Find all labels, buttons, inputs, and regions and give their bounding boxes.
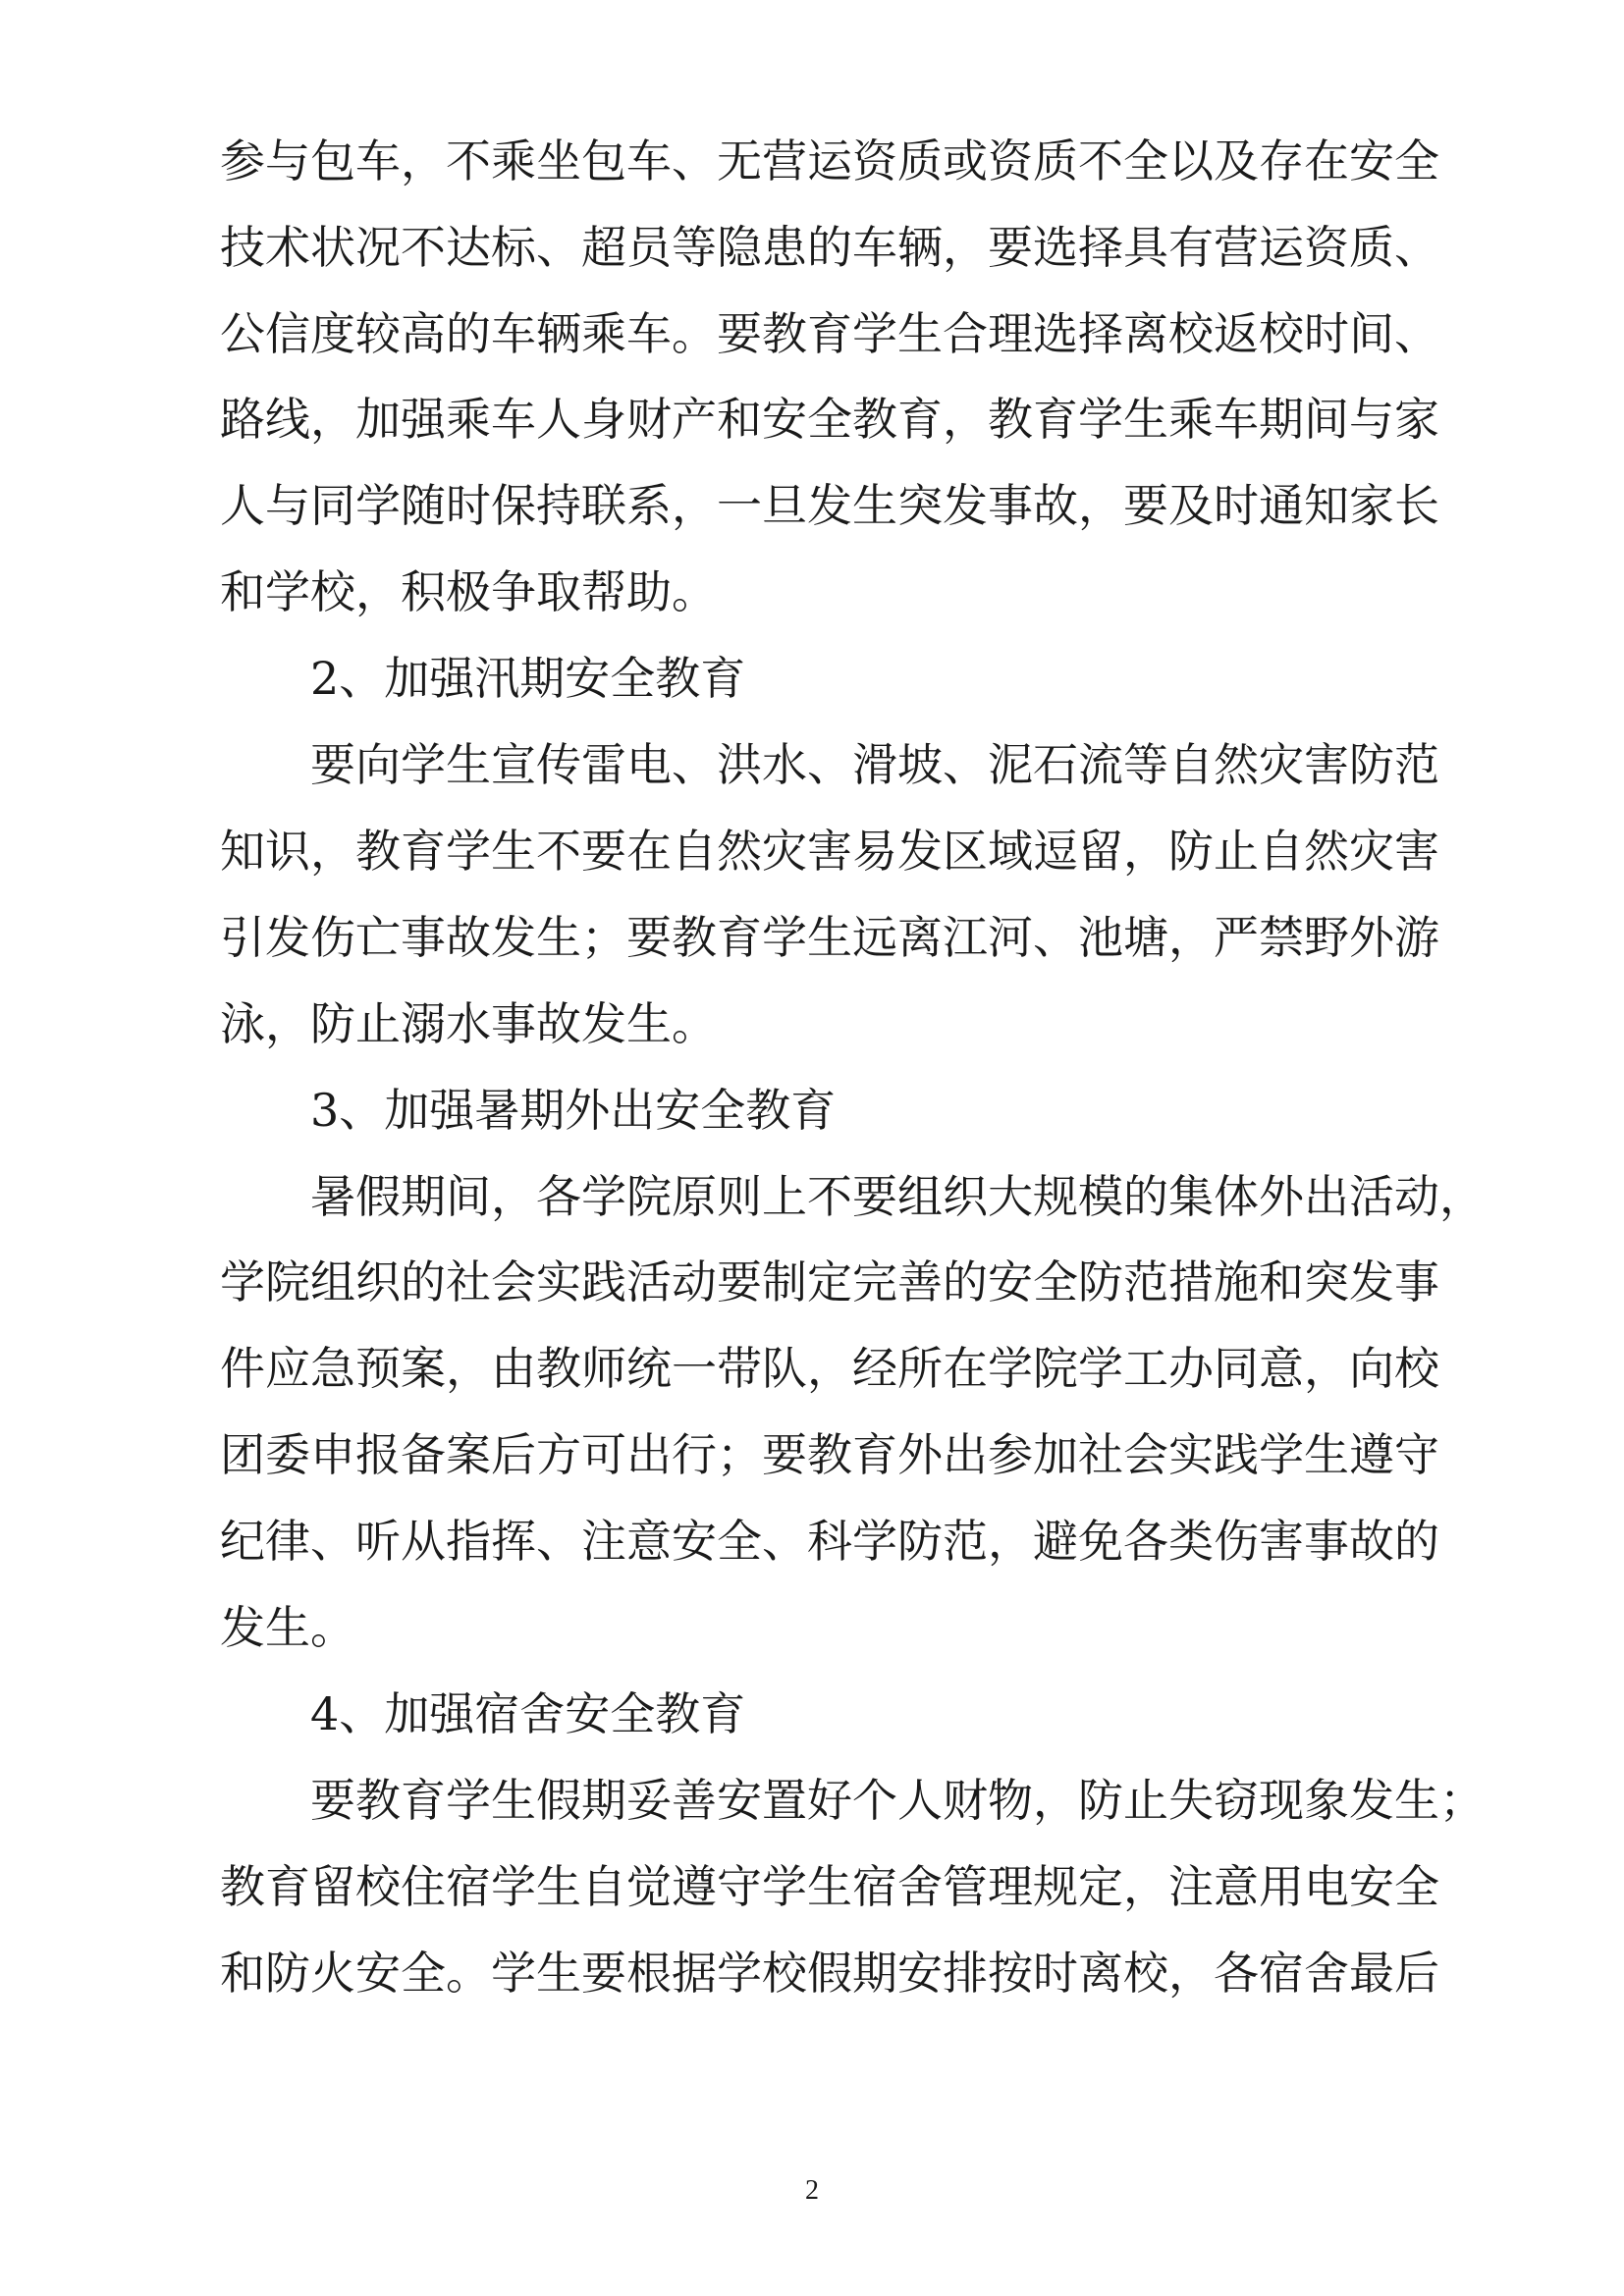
text-line: 教育留校住宿学生自觉遵守学生宿舍管理规定，注意用电安全 [220, 1860, 1439, 1913]
text-line: 和防火安全。学生要根据学校假期安排按时离校，各宿舍最后 [220, 1947, 1439, 2000]
text-line: 泳，防止溺水事故发生。 [220, 997, 717, 1050]
text-line: 纪律、听从指挥、注意安全、科学防范，避免各类伤害事故的 [220, 1515, 1439, 1568]
text-line: 技术状况不达标、超员等隐患的车辆，要选择具有营运资质、 [220, 221, 1439, 274]
text-line: 学院组织的社会实践活动要制定完善的安全防范措施和突发事 [220, 1255, 1439, 1308]
text-line: 件应急预案，由教师统一带队，经所在学院学工办同意，向校 [220, 1342, 1439, 1395]
text-line: 发生。 [220, 1601, 355, 1654]
text-line: 公信度较高的车辆乘车。要教育学生合理选择离校返校时间、 [220, 307, 1439, 360]
text-line: 人与同学随时保持联系，一旦发生突发事故，要及时通知家长 [220, 479, 1439, 532]
section-heading-3: 3、加强暑期外出安全教育 [310, 1084, 837, 1137]
text-line: 要教育学生假期妥善安置好个人财物，防止失窃现象发生； [310, 1774, 1485, 1827]
text-line: 参与包车，不乘坐包车、无营运资质或资质不全以及存在安全 [220, 134, 1439, 187]
text-line: 要向学生宣传雷电、洪水、滑坡、泥石流等自然灾害防范 [310, 738, 1439, 791]
text-line: 知识，教育学生不要在自然灾害易发区域逗留，防止自然灾害 [220, 825, 1439, 878]
page-number: 2 [805, 2175, 819, 2206]
section-heading-4: 4、加强宿舍安全教育 [310, 1687, 746, 1740]
text-line: 和学校，积极争取帮助。 [220, 565, 717, 618]
text-line: 路线，加强乘车人身财产和安全教育，教育学生乘车期间与家 [220, 393, 1439, 446]
text-line: 暑假期间，各学院原则上不要组织大规模的集体外出活动， [310, 1170, 1485, 1223]
text-line: 团委申报备案后方可出行；要教育外出参加社会实践学生遵守 [220, 1428, 1439, 1481]
text-line: 引发伤亡事故发生；要教育学生远离江河、池塘，严禁野外游 [220, 911, 1439, 964]
section-heading-2: 2、加强汛期安全教育 [310, 652, 746, 705]
